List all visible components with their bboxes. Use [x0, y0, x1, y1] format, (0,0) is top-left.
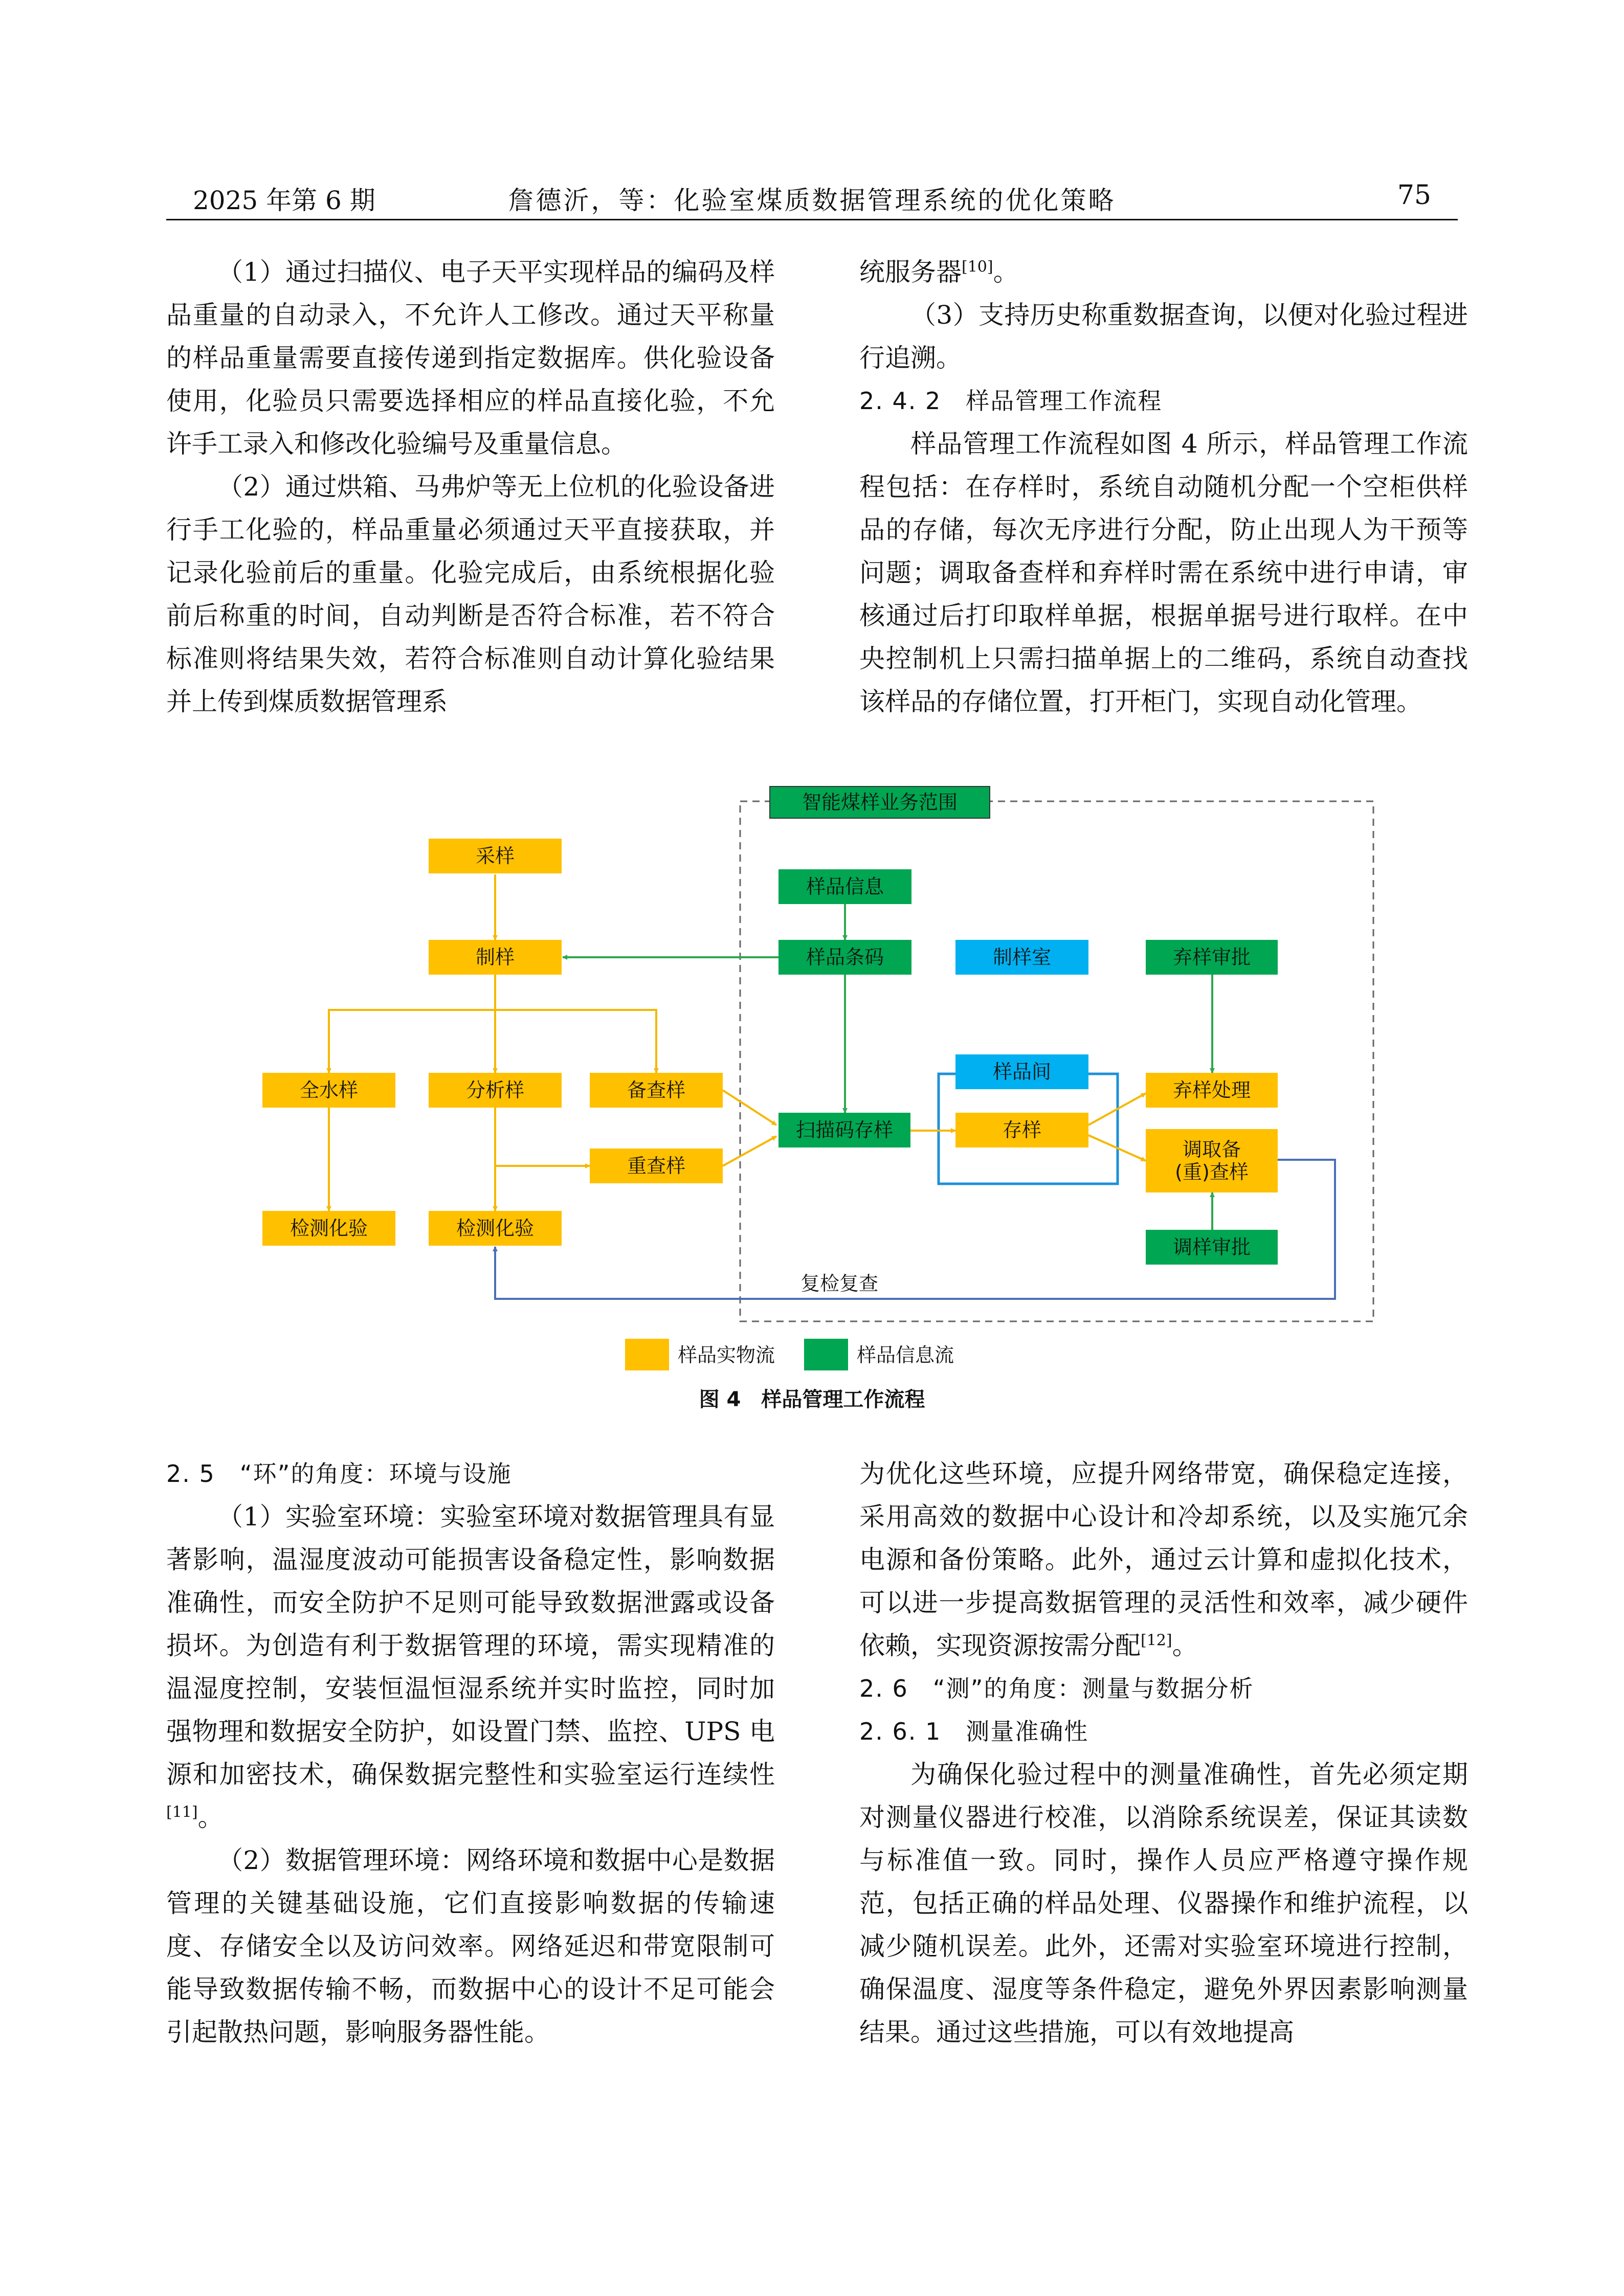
- arrow-prep-to-total-moisture: [329, 974, 495, 1073]
- legend-info-label: 样品信息流: [857, 1344, 954, 1366]
- page-number: 75: [1397, 180, 1431, 211]
- paragraph: 样品管理工作流程如图 4 所示，样品管理工作流程包括：在存样时，系统自动随机分配一个空柜供样品的存储，每次无序进行分配，防止出现人为干预等问题；调取备查样和弃样时需在系统中进行申请，审核通过后打印取样单据，根据单据号进行取样。在中央控制机上只需扫描单据上的二维码，系统自动查找该样品的存储位置，打开柜门，实现自动化管理。: [859, 429, 1468, 716]
- node-retrieve-label-1: 调取备: [1182, 1138, 1241, 1161]
- node-analysis-label: 分析样: [465, 1079, 525, 1101]
- citation: [12]: [1141, 1631, 1172, 1650]
- node-sampling-label: 采样: [475, 845, 515, 867]
- paragraph-text: 统服务器: [859, 257, 962, 287]
- recheck-label: 复检复查: [800, 1272, 879, 1295]
- legend-physical-label: 样品实物流: [678, 1344, 775, 1366]
- legend-physical-swatch: [625, 1339, 669, 1370]
- paragraph-text: 为优化这些环境，应提升网络带宽，确保稳定连接，采用高效的数据中心设计和冷却系统，以及实施冗余电源和备份策略。此外，通过云计算和虚拟化技术，可以进一步提高数据管理的灵活性和效率，减少硬件依赖，实现资源按需分配: [859, 1459, 1468, 1660]
- paragraph: [859, 1452, 1468, 1667]
- paragraph: （3）支持历史称重数据查询，以便对化验过程进行追溯。: [859, 300, 1468, 373]
- node-sample-info-label: 样品信息: [806, 875, 884, 898]
- node-sample-room-label: 样品间: [992, 1061, 1052, 1083]
- paragraph-end: 。: [197, 1803, 224, 1832]
- arrow-backup-to-scan: [723, 1090, 776, 1125]
- section-heading: 2. 5 “环”的角度：环境与设施: [166, 1460, 512, 1488]
- subsection-heading: 2. 6. 1 测量准确性: [859, 1718, 1089, 1745]
- node-recheck-label: 重查样: [627, 1155, 686, 1177]
- legend-info-swatch: [804, 1339, 848, 1370]
- node-detect-1-label: 检测化验: [290, 1217, 368, 1240]
- arrow-recheck-to-scan: [723, 1136, 776, 1166]
- column-bottom-left: [166, 1452, 775, 2054]
- paragraph-end: 。: [993, 257, 1019, 287]
- node-barcode-label: 样品条码: [806, 946, 884, 969]
- running-title: 詹德沂，等：化验室煤质数据管理系统的优化策略: [508, 186, 1116, 215]
- section-heading: 2. 4. 2 样品管理工作流程: [859, 387, 1163, 415]
- node-discard-handle-label: 弃样处理: [1172, 1079, 1251, 1101]
- paragraph: （2）数据管理环境：网络环境和数据中心是数据管理的关键基础设施，它们直接影响数据的传输速度、存储安全以及访问效率。网络延迟和带宽限制可能导致数据传输不畅，而数据中心的设计不足可能会引起散热问题，影响服务器性能。: [166, 1845, 775, 2047]
- citation: [11]: [166, 1803, 198, 1821]
- paragraph: [166, 1495, 775, 1839]
- node-retrieve-approve-label: 调样审批: [1172, 1236, 1251, 1258]
- node-store-label: 存样: [1002, 1119, 1042, 1141]
- node-total-moisture-label: 全水样: [299, 1079, 359, 1101]
- node-backup-label: 备查样: [627, 1079, 686, 1101]
- arrow-prep-to-backup: [495, 1010, 656, 1073]
- caption-title: 样品管理工作流程: [761, 1388, 925, 1411]
- column-bottom-right: [859, 1452, 1468, 2054]
- section-heading: 2. 6 “测”的角度：测量与数据分析: [859, 1675, 1254, 1702]
- caption-number: 图 4: [699, 1388, 741, 1411]
- node-detect-2-label: 检测化验: [456, 1217, 535, 1240]
- node-prep-label: 制样: [475, 946, 515, 969]
- paragraph: （1）通过扫描仪、电子天平实现样品的编码及样品重量的自动录入，不允许人工修改。通过天平称量的样品重量需要直接传递到指定数据库。供化验设备使用，化验员只需要选择相应的样品直接化验，不允许手工录入和修改化验编号及重量信息。: [166, 257, 775, 459]
- issue-label: 2025 年第 6 期: [193, 186, 375, 215]
- node-scan-store-label: 扫描码存样: [795, 1119, 894, 1141]
- figure-caption: [0, 1383, 1624, 1412]
- paragraph: （2）通过烘箱、马弗炉等无上位机的化验设备进行手工化验的，样品重量必须通过天平直接获取，并记录化验前后的重量。化验完成后，由系统根据化验前后称重的时间，自动判断是否符合标准，若不符合标准则将结果失效，若符合标准则自动计算化验结果并上传到煤质数据管理系: [166, 472, 775, 716]
- node-prep-room-label: 制样室: [992, 946, 1052, 969]
- paragraph-text: （1）实验室环境：实验室环境对数据管理具有显著影响，温湿度波动可能损害设备稳定性，影响数据准确性，而安全防护不足则可能导致数据泄露或设备损坏。为创造有利于数据管理的环境，需实现精准的温湿度控制，安装恒温恒湿系统并实时监控，同时加强物理和数据安全防护，如设置门禁、监控、UPS 电源和加密技术，确保数据完整性和实验室运行连续性: [166, 1502, 775, 1789]
- node-retrieve-label-2: (重)查样: [1175, 1161, 1249, 1183]
- scope-label: 智能煤样业务范围: [802, 791, 958, 814]
- node-discard-approve-label: 弃样审批: [1172, 946, 1251, 969]
- paragraph-end: 。: [1172, 1631, 1198, 1660]
- paragraph: 为确保化验过程中的测量准确性，首先必须定期对测量仪器进行校准，以消除系统误差，保证其读数与标准值一致。同时，操作人员应严格遵守操作规范，包括正确的样品处理、仪器操作和维护流程，以减少随机误差。此外，还需对实验室环境进行控制，确保温度、湿度等条件稳定，避免外界因素影响测量结果。通过这些措施，可以有效地提高: [859, 1760, 1468, 2047]
- citation: [10]: [962, 258, 993, 276]
